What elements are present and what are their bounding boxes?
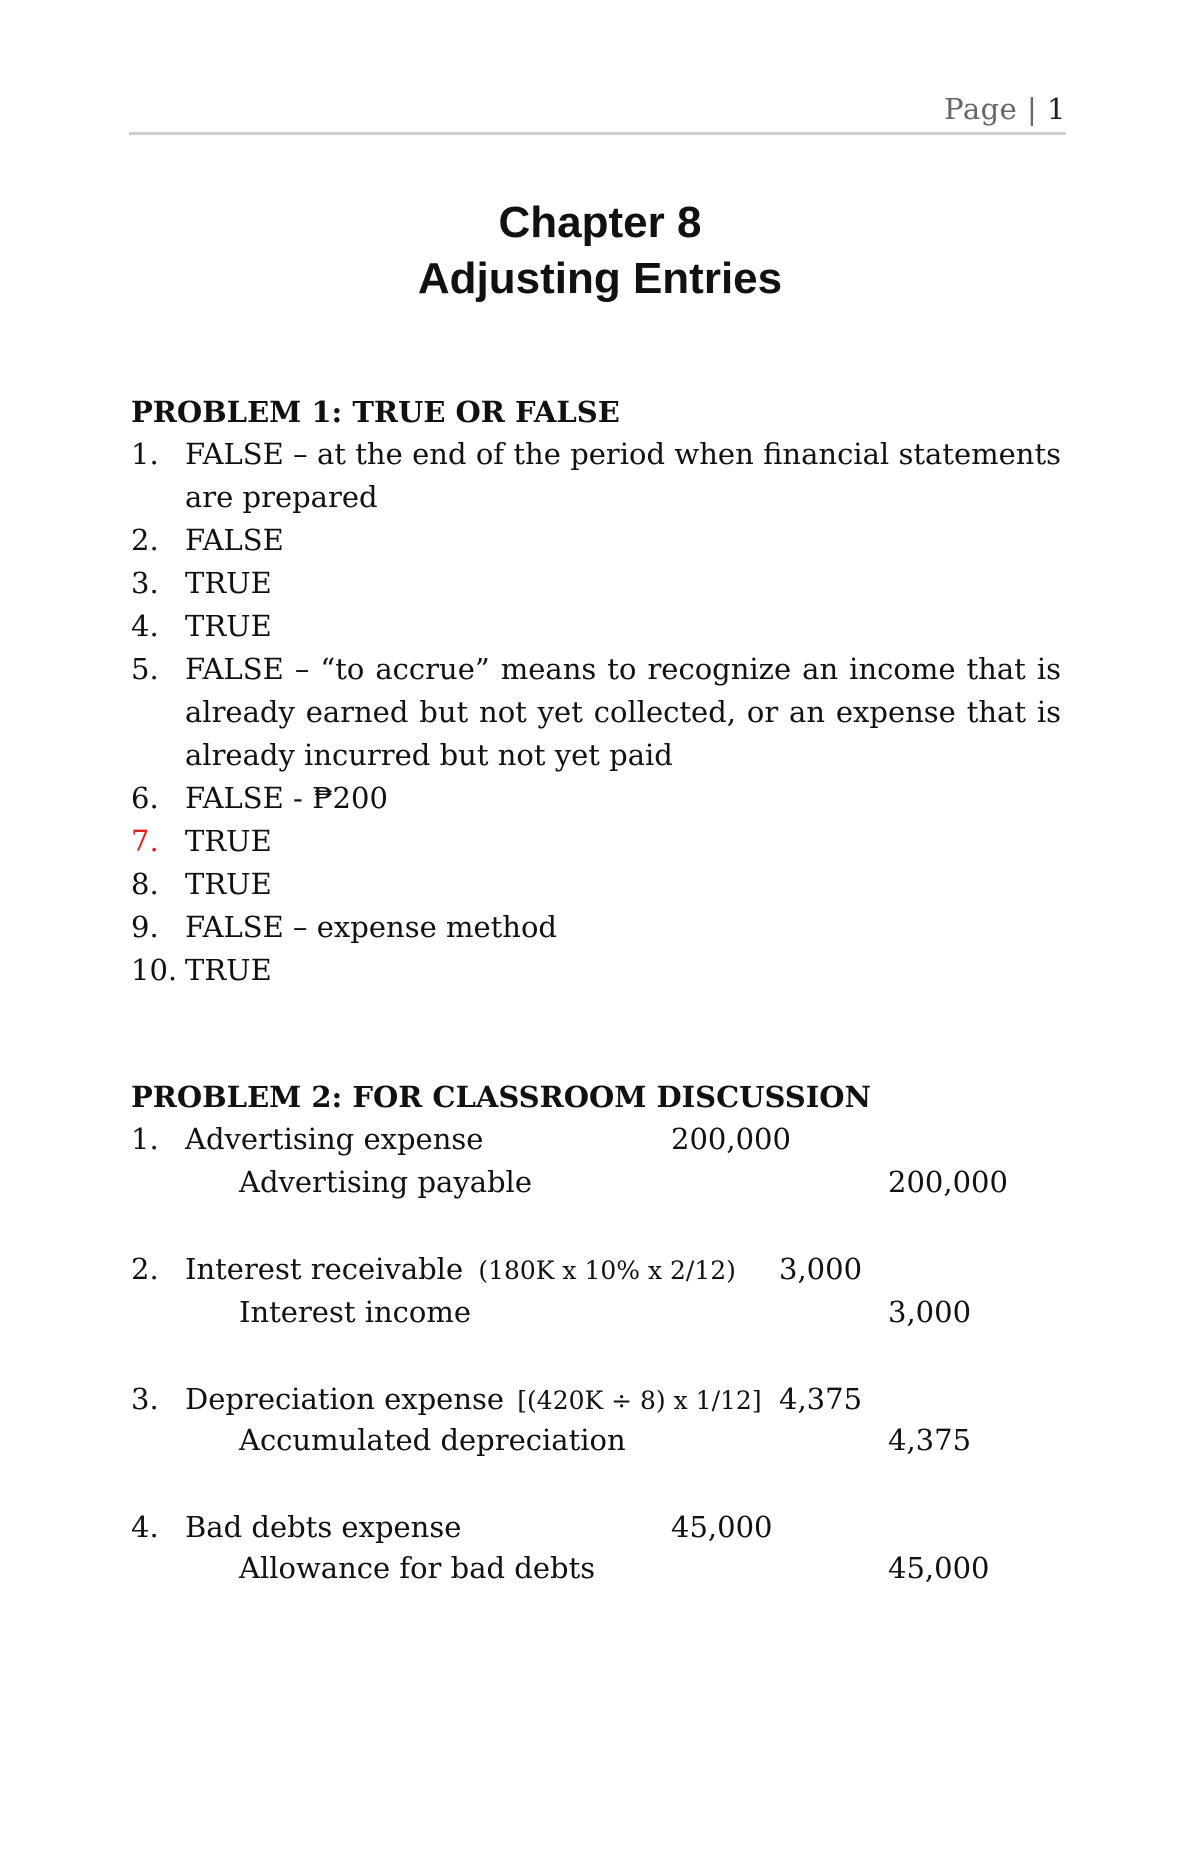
page-number	[944, 92, 1066, 126]
list-item	[131, 562, 1061, 605]
credit-account: Advertising payable	[239, 1165, 532, 1199]
credit-amount: 3,000	[888, 1295, 972, 1329]
item-number: 7.	[131, 824, 159, 858]
list-item	[131, 949, 1061, 992]
item-text: TRUE	[185, 867, 272, 901]
debit-amount: 3,000	[779, 1252, 863, 1286]
debit-account-with-calc	[185, 1378, 762, 1422]
debit-calculation: [(420K ÷ 8) x 1/12]	[517, 1386, 762, 1415]
item-text: TRUE	[185, 953, 272, 987]
credit-amount: 4,375	[888, 1423, 972, 1457]
debit-amount: 4,375	[779, 1382, 863, 1416]
credit-account: Allowance for bad debts	[239, 1551, 596, 1585]
credit-amount: 200,000	[888, 1165, 1008, 1199]
debit-calculation: (180K x 10% x 2/12)	[478, 1256, 736, 1285]
item-text: FALSE	[185, 523, 284, 557]
item-text: FALSE – at the end of the period when financial statements are prepared	[185, 437, 1061, 514]
chapter-number: Chapter 8	[498, 198, 702, 247]
entry-number: 4.	[131, 1510, 159, 1544]
chapter-name: Adjusting Entries	[417, 254, 783, 303]
item-number: 1.	[131, 437, 159, 471]
item-number: 2.	[131, 523, 159, 557]
entry-number: 1.	[131, 1122, 159, 1156]
item-number: 4.	[131, 609, 159, 643]
credit-account: Interest income	[239, 1295, 472, 1329]
item-number: 8.	[131, 867, 159, 901]
list-item	[131, 820, 1061, 863]
item-text: TRUE	[185, 609, 272, 643]
item-text: FALSE - ₱200	[185, 781, 388, 815]
list-item	[131, 519, 1061, 562]
item-number: 3.	[131, 566, 159, 600]
problem1-heading: PROBLEM 1: TRUE OR FALSE	[131, 395, 620, 429]
item-number: 5.	[131, 652, 159, 686]
item-text: TRUE	[185, 824, 272, 858]
credit-amount: 45,000	[888, 1551, 990, 1585]
item-number: 10.	[131, 953, 178, 987]
list-item	[131, 648, 1061, 777]
chapter-title	[0, 195, 1200, 307]
item-number: 6.	[131, 781, 159, 815]
credit-account: Accumulated depreciation	[239, 1423, 626, 1457]
debit-account: Advertising expense	[185, 1122, 484, 1156]
debit-account: Depreciation expense	[185, 1382, 505, 1416]
debit-account: Bad debts expense	[185, 1510, 462, 1544]
list-item	[131, 605, 1061, 648]
page-number-value: 1	[1047, 92, 1066, 126]
debit-amount: 200,000	[671, 1122, 791, 1156]
item-text: FALSE – “to accrue” means to recognize an income that is already earned but not yet collected, or an expense that is already incurred but not yet paid	[185, 652, 1061, 772]
list-item	[131, 863, 1061, 906]
item-number: 9.	[131, 910, 159, 944]
debit-amount: 45,000	[671, 1510, 773, 1544]
list-item	[131, 777, 1061, 820]
entry-number: 2.	[131, 1252, 159, 1286]
item-text: FALSE – expense method	[185, 910, 557, 944]
page-label: Page |	[944, 92, 1038, 126]
list-item	[131, 433, 1061, 519]
debit-account: Interest receivable	[185, 1252, 464, 1286]
item-text: TRUE	[185, 566, 272, 600]
problem2-heading: PROBLEM 2: FOR CLASSROOM DISCUSSION	[131, 1080, 872, 1114]
list-item	[131, 906, 1061, 949]
header-rule	[129, 132, 1066, 135]
debit-account-with-calc	[185, 1248, 736, 1292]
entry-number: 3.	[131, 1382, 159, 1416]
